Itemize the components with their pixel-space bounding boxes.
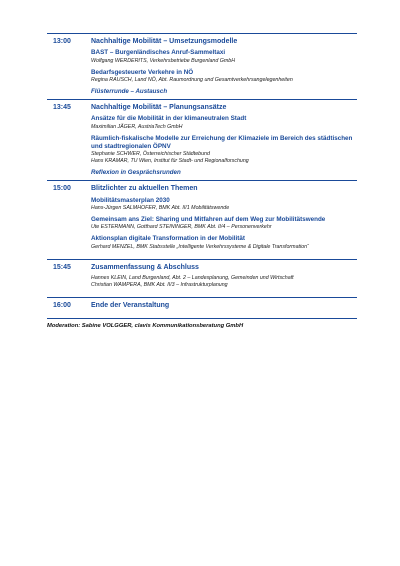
session-content — [91, 264, 357, 294]
session-content — [91, 302, 357, 313]
session-title: Ende der Veranstaltung — [91, 302, 170, 310]
speaker: Hans-Jürgen SALMHOFER, BMK Abt. II/1 Mobilitätswende — [91, 204, 230, 211]
speaker: Gerhard MENZEL, BMK Stabsstelle „Intelligente Verkehrssysteme & Digitale Transformation“ — [91, 243, 309, 250]
session-title: Blitzlichter zu aktuellen Themen — [91, 185, 198, 193]
speaker: Regina RAUSCH, Land NÖ, Abt. Raumordnung und Gesamtverkehrsangelegenheiten — [91, 76, 293, 83]
session-content — [91, 104, 357, 176]
talk — [91, 216, 357, 231]
session-content — [91, 185, 357, 254]
session-content — [91, 38, 357, 95]
session-time: 15:45 — [53, 263, 71, 271]
session-time: 13:00 — [53, 38, 71, 45]
agenda-session — [47, 181, 357, 258]
speaker: Stephanie SCHWER, Österreichischer Städtebund — [91, 151, 210, 158]
agenda-session — [47, 260, 357, 298]
speaker: Wolfgang WERDERITS, Verkehrsbetriebe Burgenland GmbH — [91, 57, 236, 64]
section-divider — [47, 318, 357, 319]
speaker: Maximilian JÄGER, AustriaTech GmbH — [91, 123, 183, 130]
talk-title: Räumlich-fiskalische Modelle zur Erreichung der Klimaziele im Bereich des städtischen und stadtregionalen ÖPNV — [91, 134, 353, 150]
discussion-format: Reflexion in Gesprächsrunden — [91, 169, 181, 177]
session-title: Nachhaltige Mobilität – Umsetzungsmodelle — [91, 38, 238, 45]
talk-title: Bedarfsgesteuerte Verkehre in NÖ — [91, 68, 194, 76]
agenda-rows — [47, 33, 357, 319]
discussion-format: Flüsterrunde – Austausch — [91, 88, 168, 96]
talk-title: Ansätze für die Mobilität in der klimaneutralen Stadt — [91, 115, 247, 123]
talk — [91, 235, 357, 250]
talk — [91, 49, 357, 64]
talk — [91, 197, 357, 212]
talk — [91, 115, 357, 130]
speaker: Hannes KLEIN, Land Burgenland, Abt. 2 – Landesplanung, Gemeinden und Wirtschaft — [91, 275, 294, 282]
session-title: Zusammenfassung & Abschluss — [91, 263, 199, 271]
talk — [91, 69, 357, 84]
speaker: Ute ESTERMANN, Gotthard STEININGER, BMK Abt. II/4 – Personenverkehr — [91, 224, 272, 231]
talk-title: Aktionsplan digitale Transformation in der Mobilität — [91, 235, 245, 243]
agenda-session — [47, 298, 357, 317]
talk-title: BAST – Burgenländisches Anruf-Sammeltaxi — [91, 49, 226, 57]
talk-title: Mobilitätsmasterplan 2030 — [91, 196, 170, 204]
agenda — [47, 33, 357, 329]
agenda-session — [47, 34, 357, 99]
session-title: Nachhaltige Mobilität – Planungsansätze — [91, 104, 227, 112]
talk — [91, 275, 357, 289]
speaker: Hans KRAMAR, TU Wien, Institut für Stadt- und Regionalforschung — [91, 158, 249, 165]
session-time: 13:45 — [53, 104, 71, 112]
talk-title: Gemeinsam ans Ziel: Sharing und Mitfahren auf dem Weg zur Mobilitätswende — [91, 216, 326, 224]
agenda-session — [47, 100, 357, 180]
session-time: 15:00 — [53, 185, 71, 193]
session-time: 16:00 — [53, 302, 71, 310]
talk — [91, 135, 357, 166]
speaker: Christian WAMPERA, BMK Abt. II/3 – Infrastrukturplanung — [91, 282, 228, 289]
moderation-note: Moderation: Sabine VOLGGER, clavis Kommunikationsberatung GmbH — [47, 322, 244, 329]
